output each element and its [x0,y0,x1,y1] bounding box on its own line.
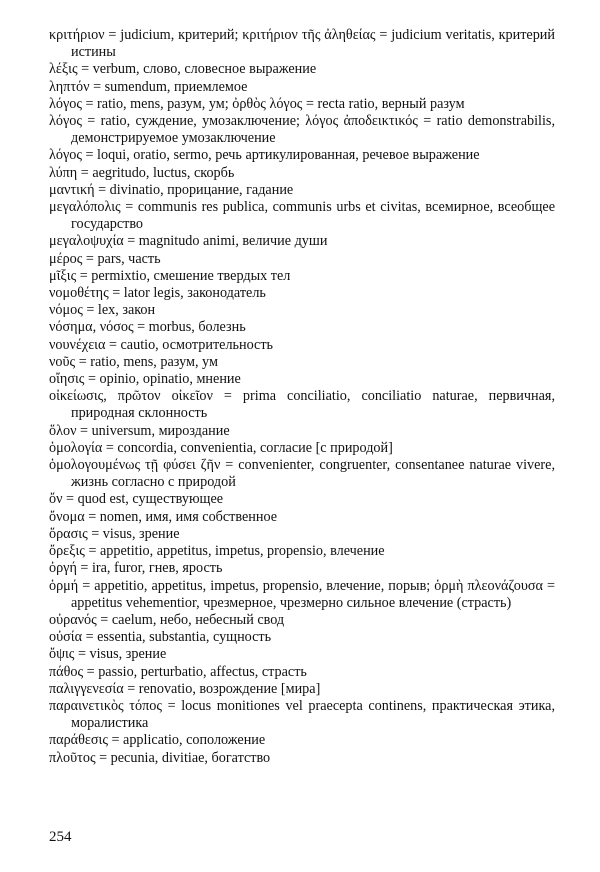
glossary-entry: μαντική = divinatio, прорицание, гадание [49,181,294,198]
glossary-entry: οὐρανός = caelum, небо, небесный свод [49,611,285,628]
glossary-entry: ὄνομα = nomen, имя, имя собственное [49,508,278,525]
glossary-page [49,27,555,767]
glossary-entry: οἴησις = opinio, opinatio, мнение [49,371,241,388]
glossary-entry: λόγος = ratio, mens, разум, ум; ὀρθὸς λόγος = recta ratio, верный разум [49,95,465,112]
glossary-entry: πάθος = passio, perturbatio, affectus, страсть [49,663,307,680]
glossary-entry: ὁμολογουμένως τῇ φύσει ζῆν = convenienter, congruenter, consentanee naturae vivere, жизнь согласно с природой [49,457,555,491]
glossary-entry: μῖξις = permixtio, смешение твердых тел [49,267,291,284]
glossary-entry: παραινετικὸς τόπος = locus monitiones vel praecepta continens, практическая этика, моралистика [49,697,555,732]
glossary-entry: ὀργή = ira, furor, гнев, ярость [49,560,223,577]
glossary-entry: νομοθέτης = lator legis, законодатель [49,285,266,302]
glossary-entry: μεγαλοψυχία = magnitudo animi, величие души [49,233,328,250]
glossary-entry: ὄψις = visus, зрение [49,646,167,663]
glossary-entry: παράθεσις = applicatio, соположение [49,732,266,749]
glossary-entry: μέρος = pars, часть [49,250,161,267]
glossary-entry: λόγος = ratio, суждение, умозаключение; λόγος ἀποδεικτικός = ratio demonstrabilis, демонстрируемое умозаключение [49,113,555,147]
glossary-entry: λύπη = aegritudo, luctus, скорбь [49,164,235,181]
glossary-entry: μεγαλόπολις = communis res publica, communis urbs et civitas, всемирное, всеобщее государство [49,199,555,233]
glossary-entry: ὄρεξις = appetitio, appetitus, impetus, propensio, влечение [49,543,385,560]
glossary-entry: ὅρασις = visus, зрение [49,525,180,542]
glossary-entry: οὐσία = essentia, substantia, сущность [49,629,272,646]
glossary-entry: ὄν = quod est, существующее [49,491,224,508]
glossary-entry: λέξις = verbum, слово, словесное выражение [49,61,317,78]
glossary-entry: οἰκείωσις, πρῶτον οἰκεῖον = prima conciliatio, conciliatio naturae, первичная, природная склонность [49,388,555,422]
glossary-entry: παλιγγενεσία = renovatio, возрождение [мира] [49,680,321,697]
glossary-entry: νοῦς = ratio, mens, разум, ум [49,353,218,370]
glossary-entry: κριτήριον = judicium, критерий; κριτήριον τῆς ἀληθείας = judicium veritatis, критерий истины [49,27,555,61]
page-number: 254 [49,829,72,845]
glossary-entry: νόσημα, νόσος = morbus, болезнь [49,319,246,336]
glossary-entry: ὁμολογία = concordia, convenientia, согласие [с природой] [49,439,393,456]
glossary-entry: ληπτόν = sumendum, приемлемое [49,78,248,95]
glossary-entry: ὅλον = universum, мироздание [49,422,230,439]
glossary-entry: ὁρμή = appetitio, appetitus, impetus, propensio, влечение, порыв; ὁρμὴ πλεονάζουσα = appetitus vehementior, чрезмерное, чрезмерно сильное влечение (страсть) [49,577,555,611]
glossary-entry: νόμος = lex, закон [49,302,156,319]
glossary-entry: νουνέχεια = cautio, осмотрительность [49,336,274,353]
glossary-entry: λόγος = loqui, oratio, sermo, речь артикулированная, речевое выражение [49,147,480,164]
glossary-entry: πλοῦτος = pecunia, divitiae, богатство [49,749,271,766]
